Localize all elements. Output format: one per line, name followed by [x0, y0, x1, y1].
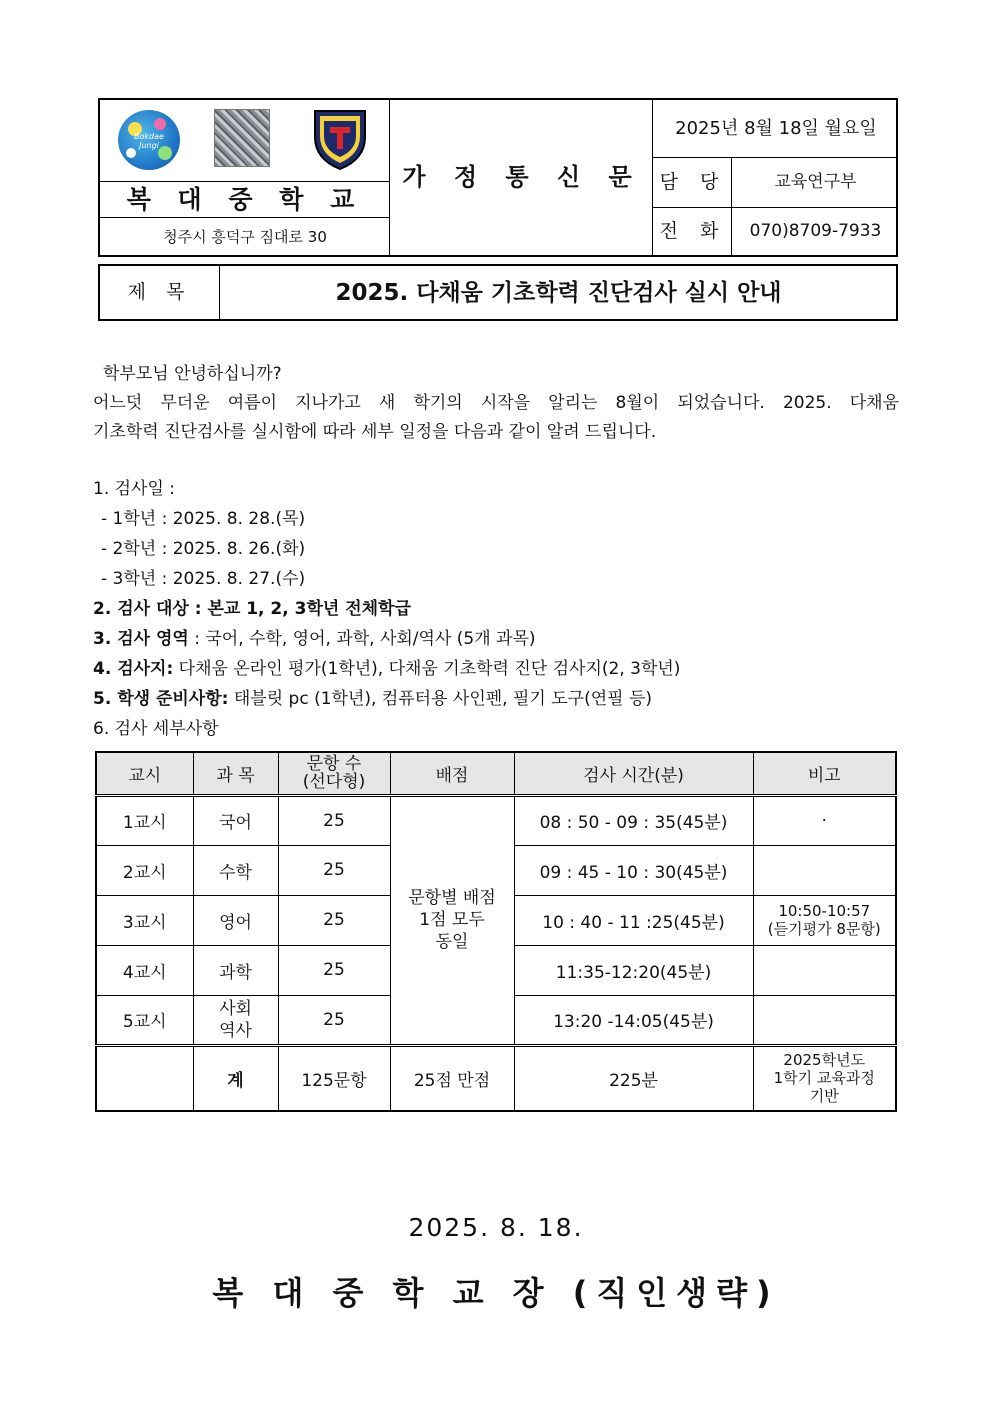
signature-name: 복 대 중 학 교 장 (직인생략): [212, 1274, 780, 1312]
intro-paragraph: [93, 360, 899, 447]
logo-area: [100, 100, 390, 180]
contact-department: 교육연구부: [774, 172, 857, 192]
score-line: 1점 모두: [419, 910, 485, 930]
column-header: 배점: [390, 752, 514, 795]
period-cell: 4교시: [96, 945, 193, 995]
score-line: 문항별 배점: [408, 888, 496, 908]
item-value: 다채움 온라인 평가(1학년), 다채움 기초학력 진단 검사지(2, 3학년): [173, 659, 681, 679]
item-value: : 국어, 수학, 영어, 과학, 사회/역사 (5개 과목): [188, 629, 536, 649]
greeting: 학부모님 안녕하십니까?: [103, 364, 282, 384]
subject-line: 역사: [219, 1020, 252, 1041]
column-header: 교시: [96, 752, 193, 795]
contact-label: 담 당: [659, 171, 727, 193]
school-name: 복 대 중 학 교: [126, 185, 364, 214]
total-note: [753, 1045, 896, 1111]
signature-date: 2025. 8. 18.: [408, 1213, 584, 1242]
header-table: [98, 98, 898, 257]
column-header: 과 목: [193, 752, 278, 795]
list-item: [93, 594, 899, 624]
score-merged-cell: [390, 795, 514, 1045]
count-cell: 25: [278, 795, 390, 845]
time-cell: 09 : 45 - 10 : 30(45분): [514, 845, 753, 895]
detail-list: [93, 474, 899, 744]
period-cell: [96, 1045, 193, 1111]
count-cell: 25: [278, 895, 390, 945]
item-label: 5. 학생 준비사항:: [93, 689, 229, 709]
subject-cell: 수학: [193, 845, 278, 895]
column-header: [278, 752, 390, 795]
list-item: [93, 654, 899, 684]
item-label: 3. 검사 영역: [93, 629, 189, 649]
school-badge-logo: [311, 107, 369, 171]
subject-cell: 과학: [193, 945, 278, 995]
note-cell: [753, 895, 896, 945]
count-cell: 25: [278, 995, 390, 1045]
period-cell: 3교시: [96, 895, 193, 945]
count-cell: 25: [278, 945, 390, 995]
item-label: 2. 검사 대상: [93, 599, 189, 619]
intro-line: 어느덧 무더운 여름이 지나가고 새 학기의 시작을 알리는 8월이 되었습니다. 2025. 다채움: [93, 393, 899, 413]
table-row: [96, 795, 896, 845]
note-line: (듣기평가 8문항): [767, 920, 881, 938]
header-line: 문항 수: [306, 754, 362, 775]
subject-cell: [193, 995, 278, 1045]
note-cell: [753, 945, 896, 995]
header-line: (선다형): [302, 772, 366, 793]
subject-title: 2025. 다채움 기초학력 진단검사 실시 안내: [335, 280, 782, 306]
phone-label: 전 화: [659, 220, 727, 242]
table-header-row: [96, 752, 896, 795]
list-item: [93, 684, 899, 714]
subject-cell: 영어: [193, 895, 278, 945]
note-line: 기반: [809, 1087, 839, 1106]
qr-code-image: [214, 109, 270, 167]
item-value: : 본교 1, 2, 3학년 전체학급: [188, 599, 411, 619]
total-row: [96, 1045, 896, 1111]
period-cell: 5교시: [96, 995, 193, 1045]
document-type: 가 정 통 신 문: [402, 163, 642, 191]
schedule-table: [95, 751, 897, 1112]
school-emblem-logo: [118, 110, 180, 170]
time-cell: 13:20 -14:05(45분): [514, 995, 753, 1045]
note-line: 1학기 교육과정: [773, 1069, 875, 1088]
total-time: 225분: [514, 1045, 753, 1111]
total-label: 계: [193, 1045, 278, 1111]
school-address: 청주시 흥덕구 짐대로 30: [163, 228, 327, 246]
subject-line: 사회: [219, 998, 252, 1019]
item-label: 4. 검사지:: [93, 659, 174, 679]
list-subitem: - 3학년 : 2025. 8. 27.(수): [101, 569, 306, 589]
count-cell: 25: [278, 845, 390, 895]
column-header: 검사 시간(분): [514, 752, 753, 795]
period-cell: 1교시: [96, 795, 193, 845]
total-count: 125문항: [278, 1045, 390, 1111]
list-item: 1. 검사일 :: [93, 479, 176, 499]
list-item: 6. 검사 세부사항: [93, 719, 219, 739]
phone-number: 070)8709-7933: [749, 221, 882, 241]
column-header: 비고: [753, 752, 896, 795]
time-cell: 11:35-12:20(45분): [514, 945, 753, 995]
intro-line: 기초학력 진단검사를 실시함에 따라 세부 일정을 다음과 같이 알려 드립니다.: [93, 422, 657, 442]
subject-cell: 국어: [193, 795, 278, 845]
subject-box: [98, 264, 898, 321]
item-value: 태블릿 pc (1학년), 컴퓨터용 사인펜, 필기 도구(연필 등): [228, 689, 653, 709]
time-cell: 08 : 50 - 09 : 35(45분): [514, 795, 753, 845]
note-cell: ·: [753, 795, 896, 845]
list-item: [93, 624, 899, 654]
list-subitem: - 1학년 : 2025. 8. 28.(목): [101, 509, 306, 529]
subject-label: 제 목: [100, 266, 220, 319]
note-line: 2025학년도: [783, 1051, 866, 1070]
note-cell: [753, 845, 896, 895]
score-line: 동일: [435, 932, 469, 952]
time-cell: 10 : 40 - 11 :25(45분): [514, 895, 753, 945]
note-line: 10:50-10:57: [778, 902, 871, 920]
total-score: 25점 만점: [390, 1045, 514, 1111]
issue-date: 2025년 8월 18일 월요일: [675, 118, 877, 139]
note-cell: [753, 995, 896, 1045]
logo-caption: Bokdae Jungi: [134, 132, 164, 150]
period-cell: 2교시: [96, 845, 193, 895]
list-subitem: - 2학년 : 2025. 8. 26.(화): [101, 539, 306, 559]
